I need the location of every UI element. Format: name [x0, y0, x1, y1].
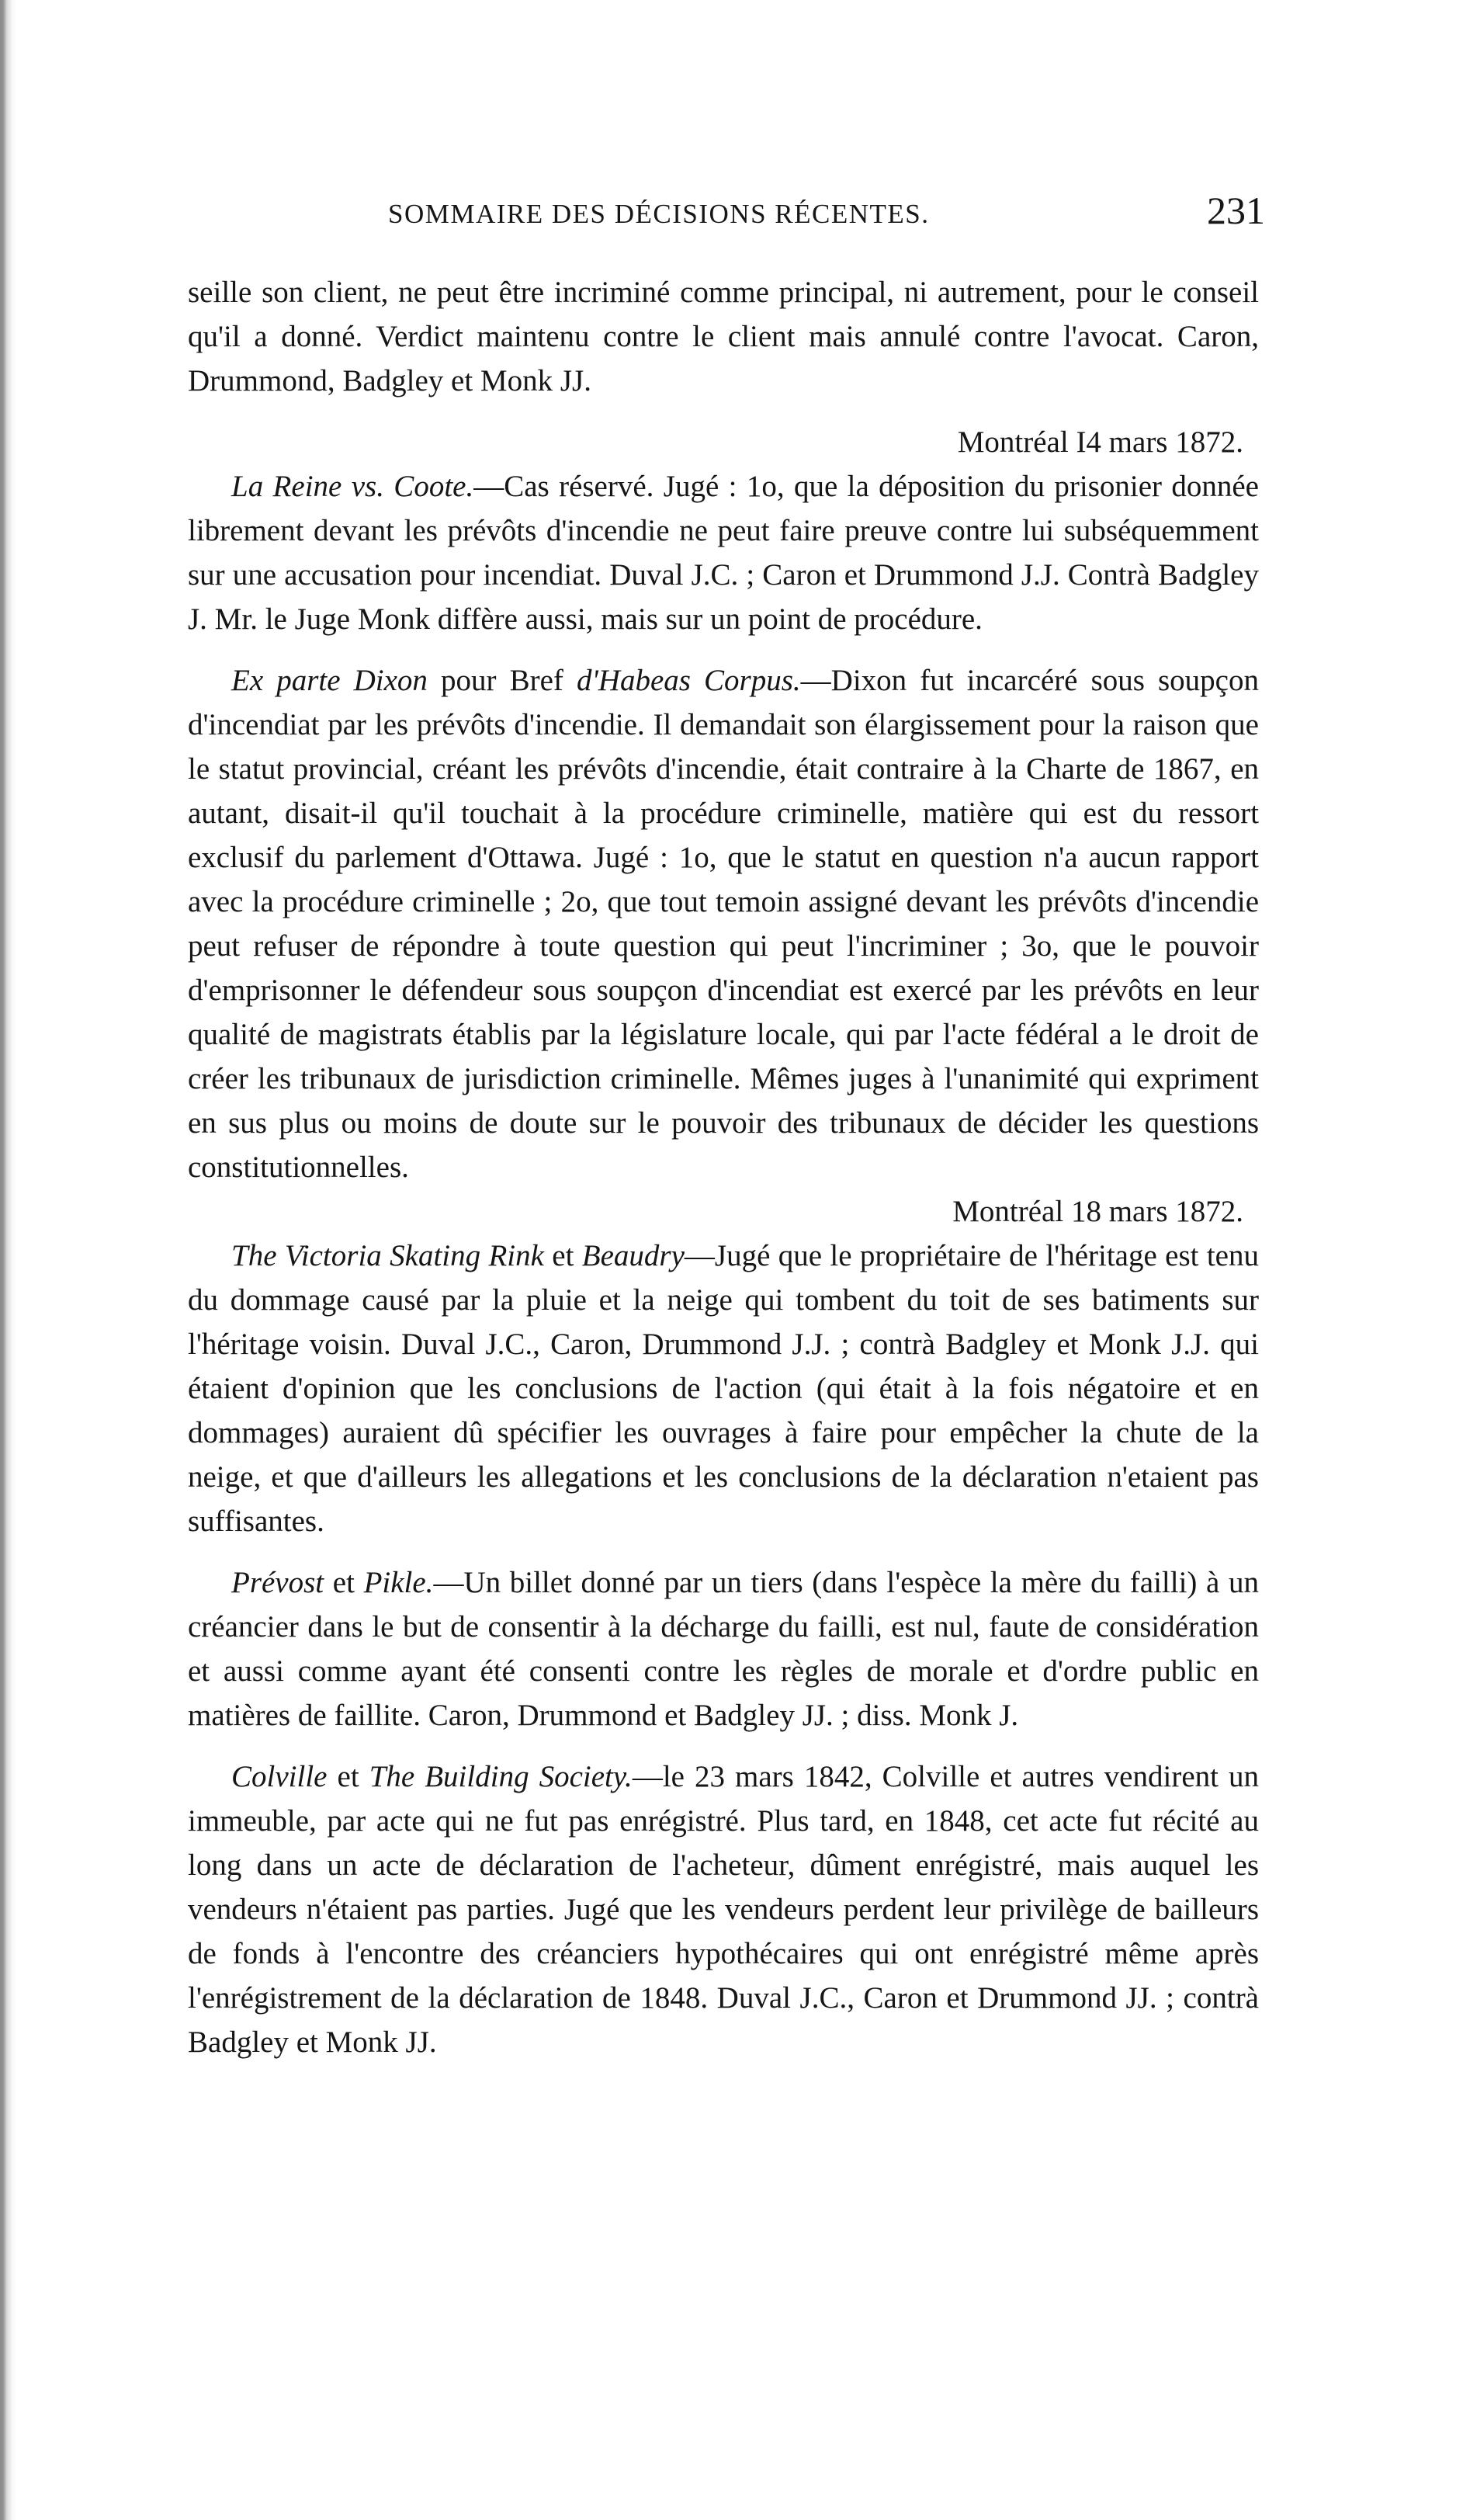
- continued-paragraph: seille son client, ne peut être incriminé comme principal, ni autrement, pour le conseil qu'il a donné. Verdict maintenu contre le client mais annulé contre l'avocat. Caron, Drummond, Badgley et Monk JJ.: [188, 276, 1259, 397]
- case-colville: [188, 1755, 1259, 2064]
- case-reine-coote: [188, 464, 1259, 641]
- case-dixon: [188, 658, 1259, 1189]
- case-summary: —le 23 mars 1842, Colville et autres vendirent un immeuble, par acte qui ne fut pas enrégistré. Plus tard, en 1848, cet acte fut récité au long dans un acte de déclaration de l'acheteur, dûment enrégistré, mais auquel les vendeurs n'étaient pas parties. Jugé que les vendeurs perdent leur privilège de bailleurs de fonds à l'encontre des créanciers hypothécaires qui ont enrégistré même après l'enrégistrement de la déclaration de 1848. Duval J.C., Caron et Drummond JJ. ; contrà Badgley et Monk JJ.: [188, 1760, 1259, 2059]
- running-head: [388, 188, 1265, 242]
- case-title-connector: et: [327, 1760, 369, 1793]
- case-party-one: The Victoria Skating Rink: [231, 1239, 544, 1272]
- dateline: Montréal 18 mars 1872.: [952, 1195, 1243, 1228]
- case-title: La Reine vs. Coote.: [231, 470, 474, 503]
- dateline: Montréal I4 mars 1872.: [957, 425, 1243, 459]
- case-party-one: Colville: [231, 1760, 328, 1793]
- case-party-one: Prévost: [231, 1566, 324, 1599]
- scan-binding-edge: [0, 0, 17, 2520]
- case-party-two: Beaudry: [581, 1239, 685, 1272]
- case-party-two: Pikle.: [363, 1566, 434, 1599]
- case-summary: —Jugé que le propriétaire de l'héritage est tenu du dommage causé par la pluie et la neige qui tombent du toit de ses batiments sur l'héritage voisin. Duval J.C., Caron, Drummond J.J. ; contrà Badgley et Monk J.J. qui étaient d'opinion que les conclusions de l'action (qui était à la fois négatoire et en dommages) auraient dû spécifier les ouvrages à faire pour empêcher la chute de la neige, et que d'ailleurs les allegations et les conclusions de la déclaration n'etaient pas suffisantes.: [188, 1239, 1259, 1538]
- case-party-two: The Building Society.: [369, 1760, 633, 1793]
- case-victoria-rink: [188, 1234, 1259, 1543]
- case-title-writ: d'Habeas Corpus.: [576, 664, 801, 697]
- case-prevost-pikle: [188, 1560, 1259, 1737]
- case-summary: —Un billet donné par un tiers (dans l'espèce la mère du failli) à un créancier dans le but de consentir à la décharge du failli, est nul, faute de considération et aussi comme ayant été consenti contre les règles de morale et d'ordre public en matières de faillite. Caron, Drummond et Badgley JJ. ; diss. Monk J.: [188, 1566, 1259, 1732]
- case-title-connector: et: [324, 1566, 364, 1599]
- page-number: 231: [1207, 189, 1265, 232]
- case-summary: —Dixon fut incarcéré sous soupçon d'incendiat par les prévôts d'incendie. Il demandait son élargissement pour la raison que le statut provincial, créant les prévôts d'incendie, était contraire à la Charte de 1867, en autant, disait-il qu'il touchait à la procédure criminelle, matière qui est du ressort exclusif du parlement d'Ottawa. Jugé : 1o, que le statut en question n'a aucun rapport avec la procédure criminelle ; 2o, que tout temoin assigné devant les prévôts d'incendie peut refuser de répondre à toute question qui peut l'incriminer ; 3o, que le pouvoir d'emprisonner le défendeur sous soupçon d'incendiat est exercé par les prévôts en leur qualité de magistrats établis par la législature locale, qui par l'acte fédéral a le droit de créer les tribunaux de jurisdiction criminelle. Mêmes juges à l'unanimité qui expriment en sus plus ou moins de doute sur le pouvoir des tribunaux de décider les questions constitutionnelles.: [188, 664, 1259, 1184]
- running-title: SOMMAIRE DES DÉCISIONS RÉCENTES.: [388, 199, 930, 229]
- body-text: [188, 270, 1259, 2064]
- case-title-connector: et: [543, 1239, 582, 1272]
- case-title: Ex parte Dixon: [231, 664, 428, 697]
- case-summary: —Cas réservé. Jugé : 1o, que la déposition du prisonier donnée librement devant les prévôts d'incendie ne peut faire preuve contre lui subséquemment sur une accusation pour incendiat. Duval J.C. ; Caron et Drummond J.J. Contrà Badgley J. Mr. le Juge Monk diffère aussi, mais sur un point de procédure.: [188, 470, 1259, 636]
- case-title-connector: pour Bref: [427, 664, 577, 697]
